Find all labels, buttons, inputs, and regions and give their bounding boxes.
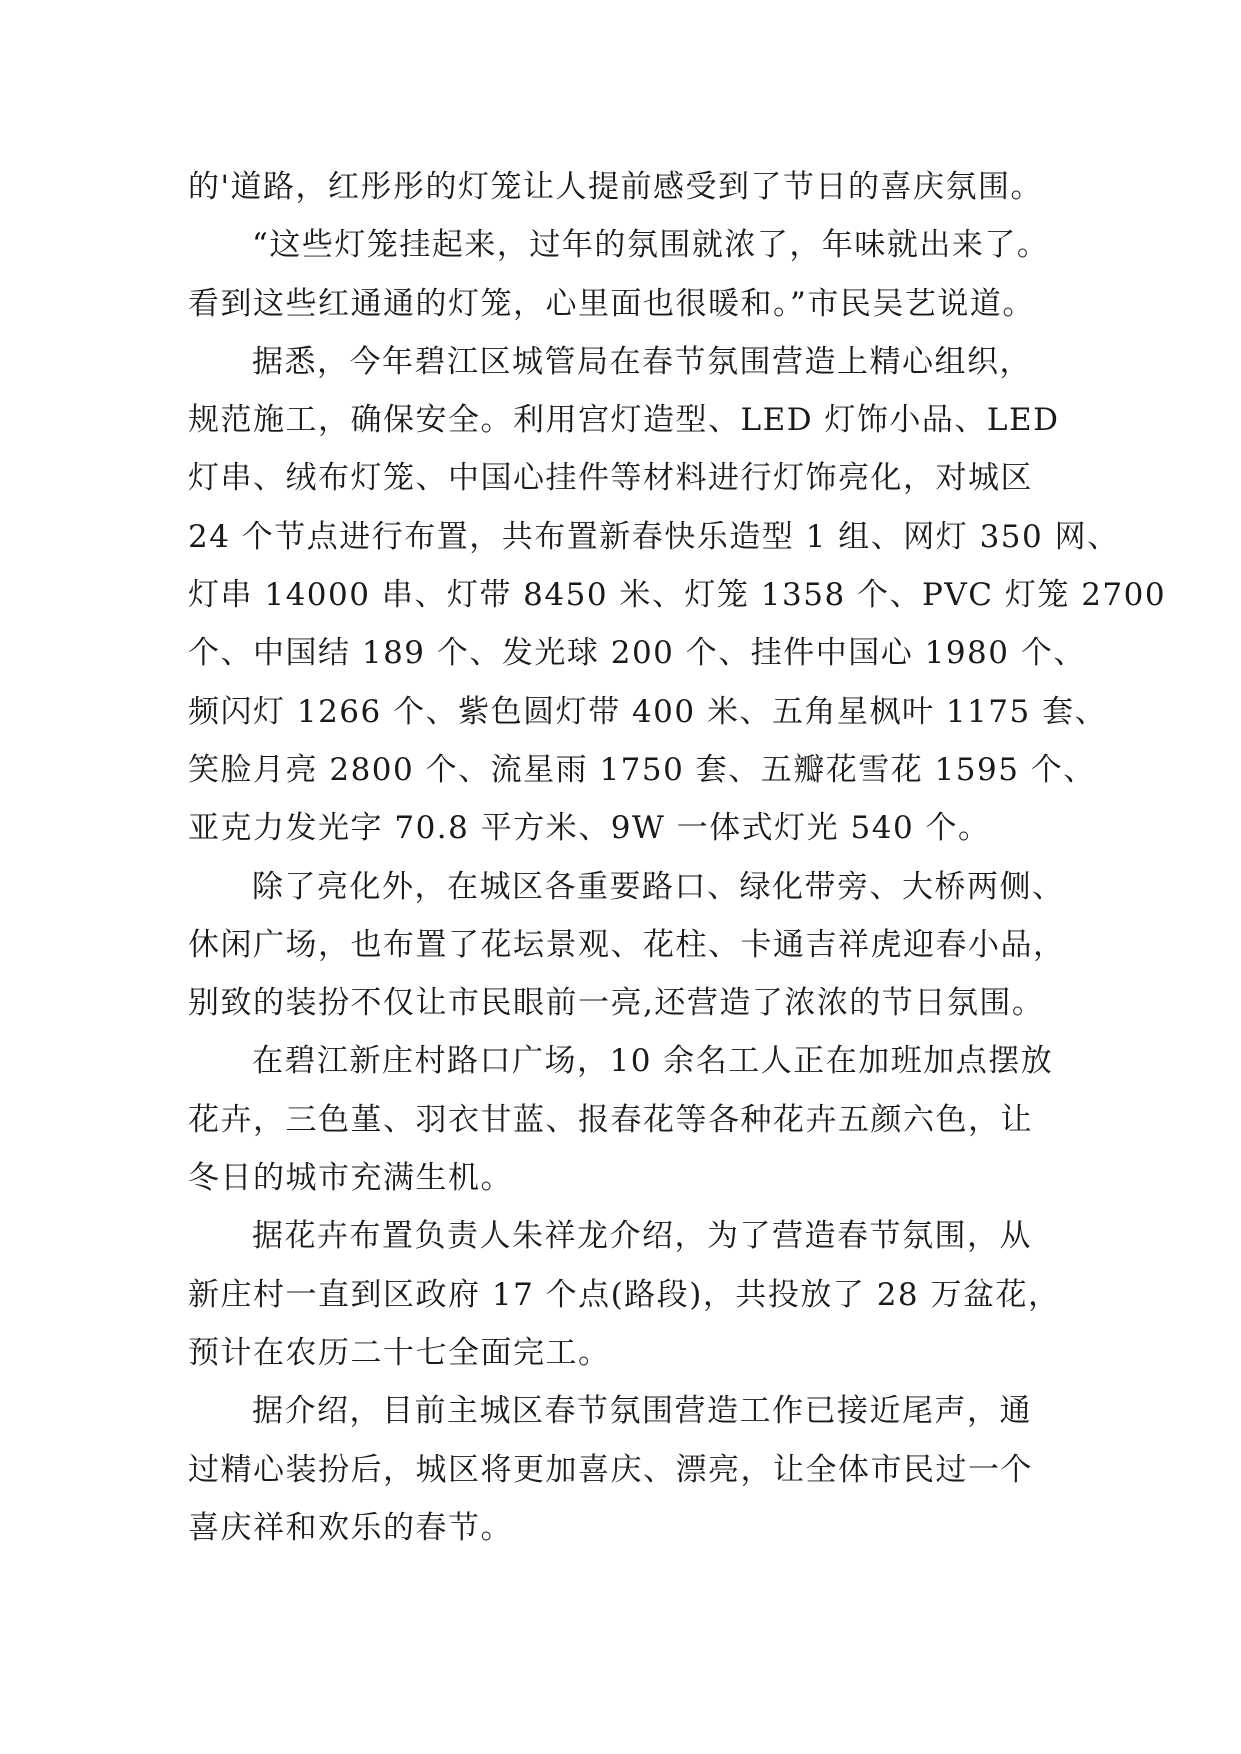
text-line: 喜庆祥和欢乐的春节。	[188, 1509, 513, 1546]
text-line: 除了亮化外，在城区各重要路口、绿化带旁、大桥两侧、	[252, 868, 1065, 905]
text-line: 灯串 14000 串、灯带 8450 米、灯笼 1358 个、PVC 灯笼 2700	[188, 577, 1167, 614]
text-line: 别致的装扮不仅让市民眼前一亮,还营造了浓浓的节日氛围。	[188, 985, 1045, 1022]
text-line: 规范施工，确保安全。利用宫灯造型、LED 灯饰小品、LED	[188, 402, 1060, 439]
text-line: 的'道路，红彤彤的灯笼让人提前感受到了节日的喜庆氛围。	[188, 169, 1044, 205]
text-line: 新庄村一直到区政府 17 个点(路段)，共投放了 28 万盆花，	[188, 1276, 1061, 1313]
text-line: 据花卉布置负责人朱祥龙介绍，为了营造春节氛围，从	[252, 1218, 1032, 1255]
text-line: 笑脸月亮 2800 个、流星雨 1750 套、五瓣花雪花 1595 个、	[188, 751, 1096, 788]
text-line: 花卉，三色堇、羽衣甘蓝、报春花等各种花卉五颜六色，让	[188, 1101, 1033, 1138]
text-line: 看到这些红通通的灯笼，心里面也很暖和。”市民吴艺说道。	[188, 285, 1035, 322]
text-line: 24 个节点进行布置，共布置新春快乐造型 1 组、网灯 350 网、	[188, 518, 1120, 555]
text-line: 灯串、绒布灯笼、中国心挂件等材料进行灯饰亮化，对城区	[188, 460, 1033, 497]
text-line: 过精心装扮后，城区将更加喜庆、漂亮，让全体市民过一个	[188, 1451, 1033, 1488]
text-line: 据介绍，目前主城区春节氛围营造工作已接近尾声，通	[252, 1393, 1032, 1430]
text-line: 休闲广场，也布置了花坛景观、花柱、卡通吉祥虎迎春小品，	[188, 926, 1066, 963]
text-line: 频闪灯 1266 个、紫色圆灯带 400 米、五角星枫叶 1175 套、	[188, 693, 1108, 730]
text-line: 冬日的城市充满生机。	[188, 1160, 513, 1197]
text-line: 亚克力发光字 70.8 平方米、9W 一体式灯光 540 个。	[188, 810, 991, 847]
article-body	[188, 158, 1167, 1557]
text-line: 据悉，今年碧江区城管局在春节氛围营造上精心组织，	[252, 343, 1032, 380]
text-line: 预计在农历二十七全面完工。	[188, 1334, 611, 1371]
text-line: “这些灯笼挂起来，过年的氛围就浓了，年味就出来了。	[252, 227, 1050, 264]
text-line: 在碧江新庄村路口广场，10 余名工人正在加班加点摆放	[252, 1043, 1054, 1080]
text-line: 个、中国结 189 个、发光球 200 个、挂件中国心 1980 个、	[188, 635, 1086, 672]
